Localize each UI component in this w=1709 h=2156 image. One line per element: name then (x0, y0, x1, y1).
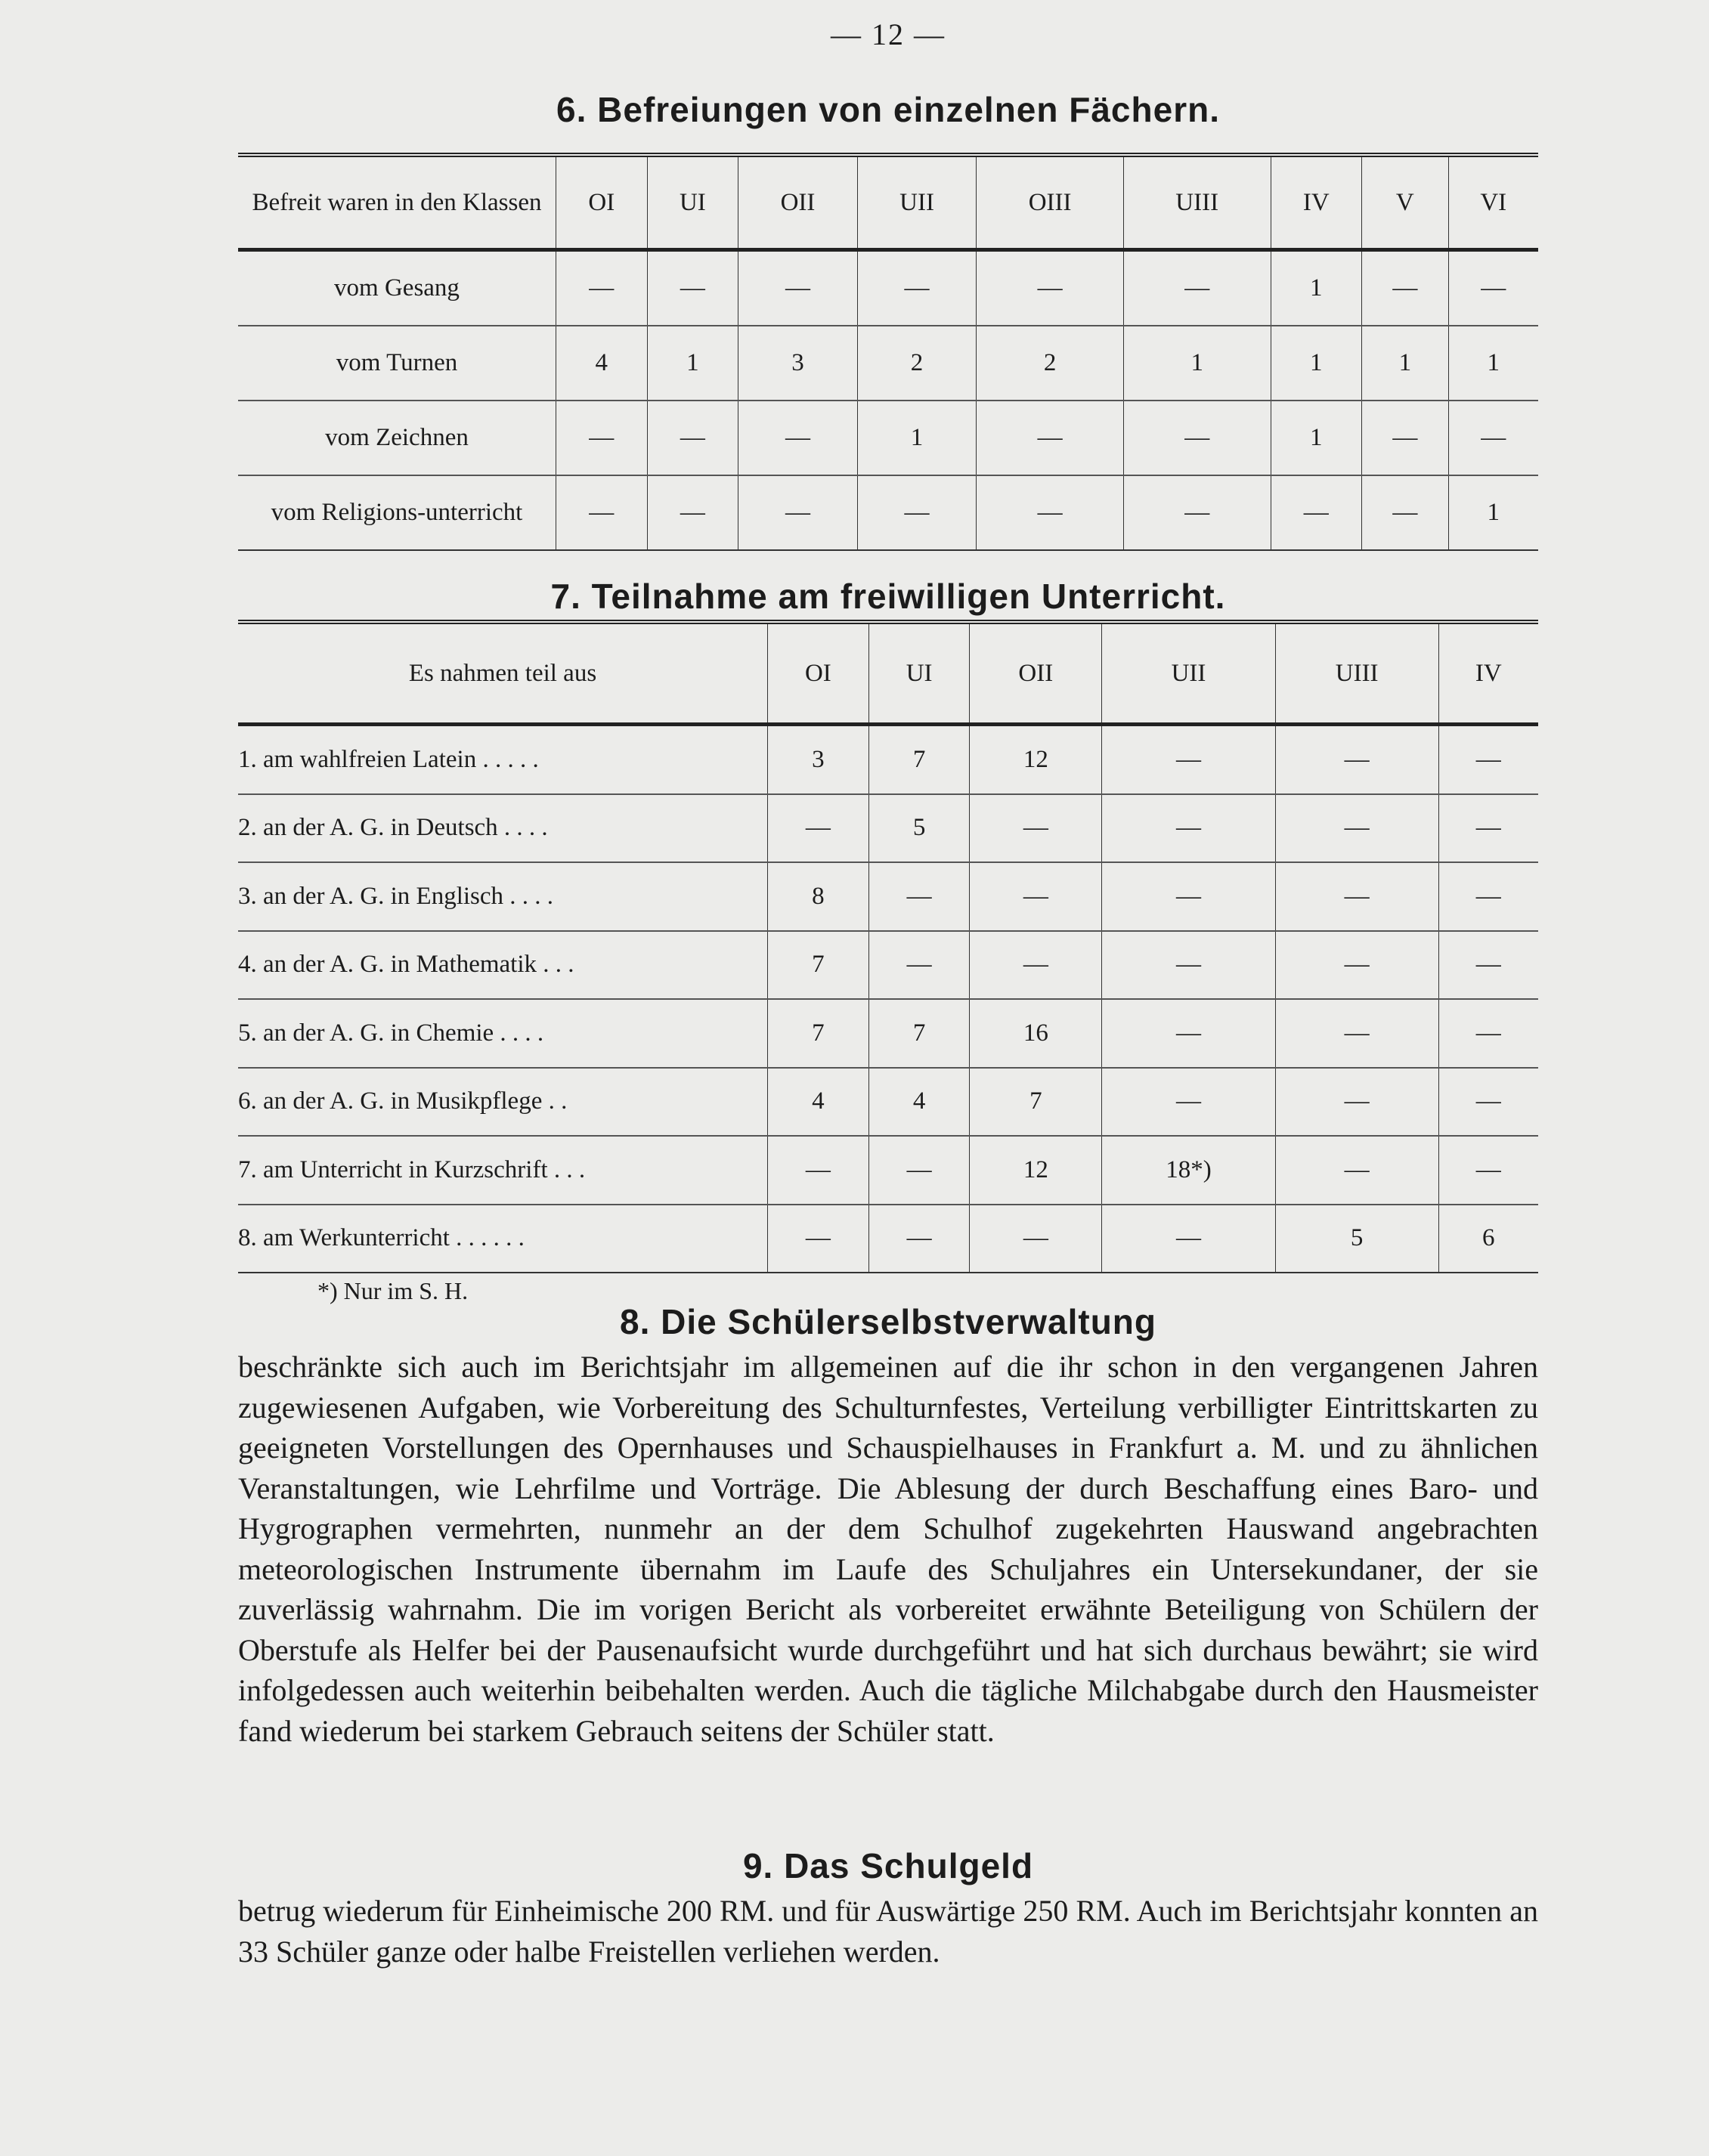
cell-value: — (1362, 401, 1448, 475)
cell-value: — (1438, 1068, 1538, 1137)
cell-value: — (556, 401, 648, 475)
cell-value: — (977, 475, 1124, 550)
cell-value: 6 (1438, 1205, 1538, 1273)
table-header-row (238, 155, 1538, 250)
cell-value: — (1123, 401, 1271, 475)
table-row (238, 862, 1538, 931)
exemptions-table (238, 153, 1538, 551)
cell-value: 1 (1123, 326, 1271, 401)
section-8-text: beschränkte sich auch im Berichtsjahr im allgemeinen auf die ihr schon in den vergangenen Jahren zugewiesenen Aufgaben, wie Vorbereitung des Schulturnfestes, Verteilung verbilligter Eintrittskarten zu geeigneten Vorstellungen des Opernhauses und Schauspielhauses in Frankfurt a. M. und zu ähnlichen Veranstaltungen, wie Lehrfilme und Vorträge. Die Ablesung der durch Beschaffung eines Baro- und Hygrographen vermehrten, nunmehr an der dem Schulhof zugekehrten Hauswand angebrachten meteorologischen Instrumente übernahm im Laufe des Schuljahres ein Untersekundaner, der sie zuverlässig wahrnahm. Die im vorigen Bericht als vorbereitet erwähnte Beteiligung von Schülern der Oberstufe als Helfer bei der Pausenaufsicht wurde durchgeführt und hat sich durchaus bewährt; sie wird infolgedessen auch weiterhin beibehalten werden. Auch die tägliche Milchabgabe durch den Hausmeister fand wiederum bei starkem Gebrauch seitens der Schüler statt. (238, 1350, 1538, 1748)
cell-value: — (1102, 1205, 1276, 1273)
cell-value: — (1275, 1068, 1438, 1137)
cell-value: 4 (556, 326, 648, 401)
cell-value: — (1275, 794, 1438, 863)
column-header: OIII (977, 155, 1124, 250)
cell-value: — (857, 475, 977, 550)
cell-value: — (970, 862, 1102, 931)
column-header: UIII (1123, 155, 1271, 250)
column-header: OII (738, 155, 858, 250)
cell-value: 5 (1275, 1205, 1438, 1273)
table-row (238, 725, 1538, 794)
row-label: 4. an der A. G. in Mathematik . . . (238, 931, 768, 1000)
column-header: UII (857, 155, 977, 250)
cell-value: — (647, 401, 738, 475)
cell-value: — (1102, 999, 1276, 1068)
cell-value: — (1102, 862, 1276, 931)
cell-value: — (1275, 725, 1438, 794)
cell-value: 7 (970, 1068, 1102, 1137)
cell-value: — (970, 1205, 1102, 1273)
row-label: 1. am wahlfreien Latein . . . . . (238, 725, 768, 794)
table-row (238, 931, 1538, 1000)
cell-value: — (647, 475, 738, 550)
cell-value: 7 (768, 999, 869, 1068)
cell-value: — (647, 250, 738, 326)
cell-value: — (1275, 862, 1438, 931)
cell-value: 1 (647, 326, 738, 401)
table-row (238, 401, 1538, 475)
cell-value: — (738, 250, 858, 326)
cell-value: — (768, 1136, 869, 1205)
cell-value: 4 (768, 1068, 869, 1137)
table-row (238, 999, 1538, 1068)
cell-value: — (1102, 1068, 1276, 1137)
cell-value: 4 (868, 1068, 970, 1137)
column-header: UIII (1275, 622, 1438, 725)
row-label: 8. am Werkunterricht . . . . . . (238, 1205, 768, 1273)
cell-value: — (1438, 931, 1538, 1000)
table-row (238, 1205, 1538, 1273)
row-label: vom Religions-unterricht (238, 475, 556, 550)
row-label: 5. an der A. G. in Chemie . . . . (238, 999, 768, 1068)
table-row (238, 475, 1538, 550)
column-header: UI (647, 155, 738, 250)
row-label: 3. an der A. G. in Englisch . . . . (238, 862, 768, 931)
cell-value: — (868, 862, 970, 931)
cell-value: 18*) (1102, 1136, 1276, 1205)
cell-value: — (1362, 475, 1448, 550)
column-header: OII (970, 622, 1102, 725)
cell-value: 2 (977, 326, 1124, 401)
cell-value: — (857, 250, 977, 326)
cell-value: 1 (1271, 250, 1362, 326)
row-label: 7. am Unterricht in Kurzschrift . . . (238, 1136, 768, 1205)
cell-value: — (1275, 1136, 1438, 1205)
cell-value: 3 (738, 326, 858, 401)
cell-value: — (1123, 475, 1271, 550)
section-8-title: 8. Die Schülerselbstverwaltung (619, 1302, 1156, 1341)
cell-value: — (556, 475, 648, 550)
row-label: 6. an der A. G. in Musikpflege . . (238, 1068, 768, 1137)
header-label: Befreit waren in den Klassen (238, 155, 556, 250)
row-label: vom Zeichnen (238, 401, 556, 475)
cell-value: — (1448, 401, 1538, 475)
row-label: vom Turnen (238, 326, 556, 401)
cell-value: — (970, 794, 1102, 863)
participation-table (238, 620, 1538, 1273)
column-header: VI (1448, 155, 1538, 250)
header-label: Es nahmen teil aus (238, 622, 768, 725)
cell-value: — (556, 250, 648, 326)
section-9-title: 9. Das Schulgeld (742, 1846, 1034, 1885)
section-7-title: 7. Teilnahme am freiwilligen Unterricht. (550, 577, 1226, 616)
table-header-row (238, 622, 1538, 725)
column-header: UI (868, 622, 970, 725)
cell-value: — (1102, 794, 1276, 863)
cell-value: 7 (868, 725, 970, 794)
cell-value: 1 (1271, 326, 1362, 401)
cell-value: 1 (857, 401, 977, 475)
cell-value: — (1275, 999, 1438, 1068)
cell-value: — (768, 1205, 869, 1273)
column-header: V (1362, 155, 1448, 250)
cell-value: 12 (970, 1136, 1102, 1205)
cell-value: — (1102, 725, 1276, 794)
cell-value: — (1438, 999, 1538, 1068)
table-row (238, 1136, 1538, 1205)
cell-value: — (1438, 862, 1538, 931)
cell-value: 7 (868, 999, 970, 1068)
cell-value: — (1123, 250, 1271, 326)
column-header: OI (768, 622, 869, 725)
cell-value: 8 (768, 862, 869, 931)
cell-value: — (1448, 250, 1538, 326)
page-number: — 12 — (831, 17, 946, 51)
cell-value: — (738, 475, 858, 550)
cell-value: — (868, 1136, 970, 1205)
cell-value: 1 (1271, 401, 1362, 475)
cell-value: — (868, 1205, 970, 1273)
column-header: IV (1438, 622, 1538, 725)
cell-value: 1 (1448, 326, 1538, 401)
cell-value: — (768, 794, 869, 863)
column-header: UII (1102, 622, 1276, 725)
cell-value: — (970, 931, 1102, 1000)
cell-value: — (1438, 794, 1538, 863)
table-row (238, 250, 1538, 326)
cell-value: — (977, 401, 1124, 475)
cell-value: — (1102, 931, 1276, 1000)
footnote: *) Nur im S. H. (317, 1277, 469, 1304)
cell-value: — (738, 401, 858, 475)
cell-value: 7 (768, 931, 869, 1000)
cell-value: — (1438, 1136, 1538, 1205)
cell-value: — (1271, 475, 1362, 550)
cell-value: 12 (970, 725, 1102, 794)
cell-value: 5 (868, 794, 970, 863)
table-row (238, 1068, 1538, 1137)
row-label: vom Gesang (238, 250, 556, 326)
cell-value: — (868, 931, 970, 1000)
cell-value: 1 (1448, 475, 1538, 550)
cell-value: — (977, 250, 1124, 326)
section-9-text: betrug wiederum für Einheimische 200 RM. und für Auswärtige 250 RM. Auch im Berichtsjahr konnten an 33 Schüler ganze oder halbe Freistellen verliehen werden. (238, 1894, 1538, 1969)
cell-value: 16 (970, 999, 1102, 1068)
cell-value: — (1438, 725, 1538, 794)
table-row (238, 794, 1538, 863)
table-row (238, 326, 1538, 401)
column-header: OI (556, 155, 648, 250)
cell-value: 3 (768, 725, 869, 794)
cell-value: — (1275, 931, 1438, 1000)
row-label: 2. an der A. G. in Deutsch . . . . (238, 794, 768, 863)
cell-value: 1 (1362, 326, 1448, 401)
cell-value: 2 (857, 326, 977, 401)
column-header: IV (1271, 155, 1362, 250)
cell-value: — (1362, 250, 1448, 326)
section-6-title: 6. Befreiungen von einzelnen Fächern. (556, 90, 1220, 129)
